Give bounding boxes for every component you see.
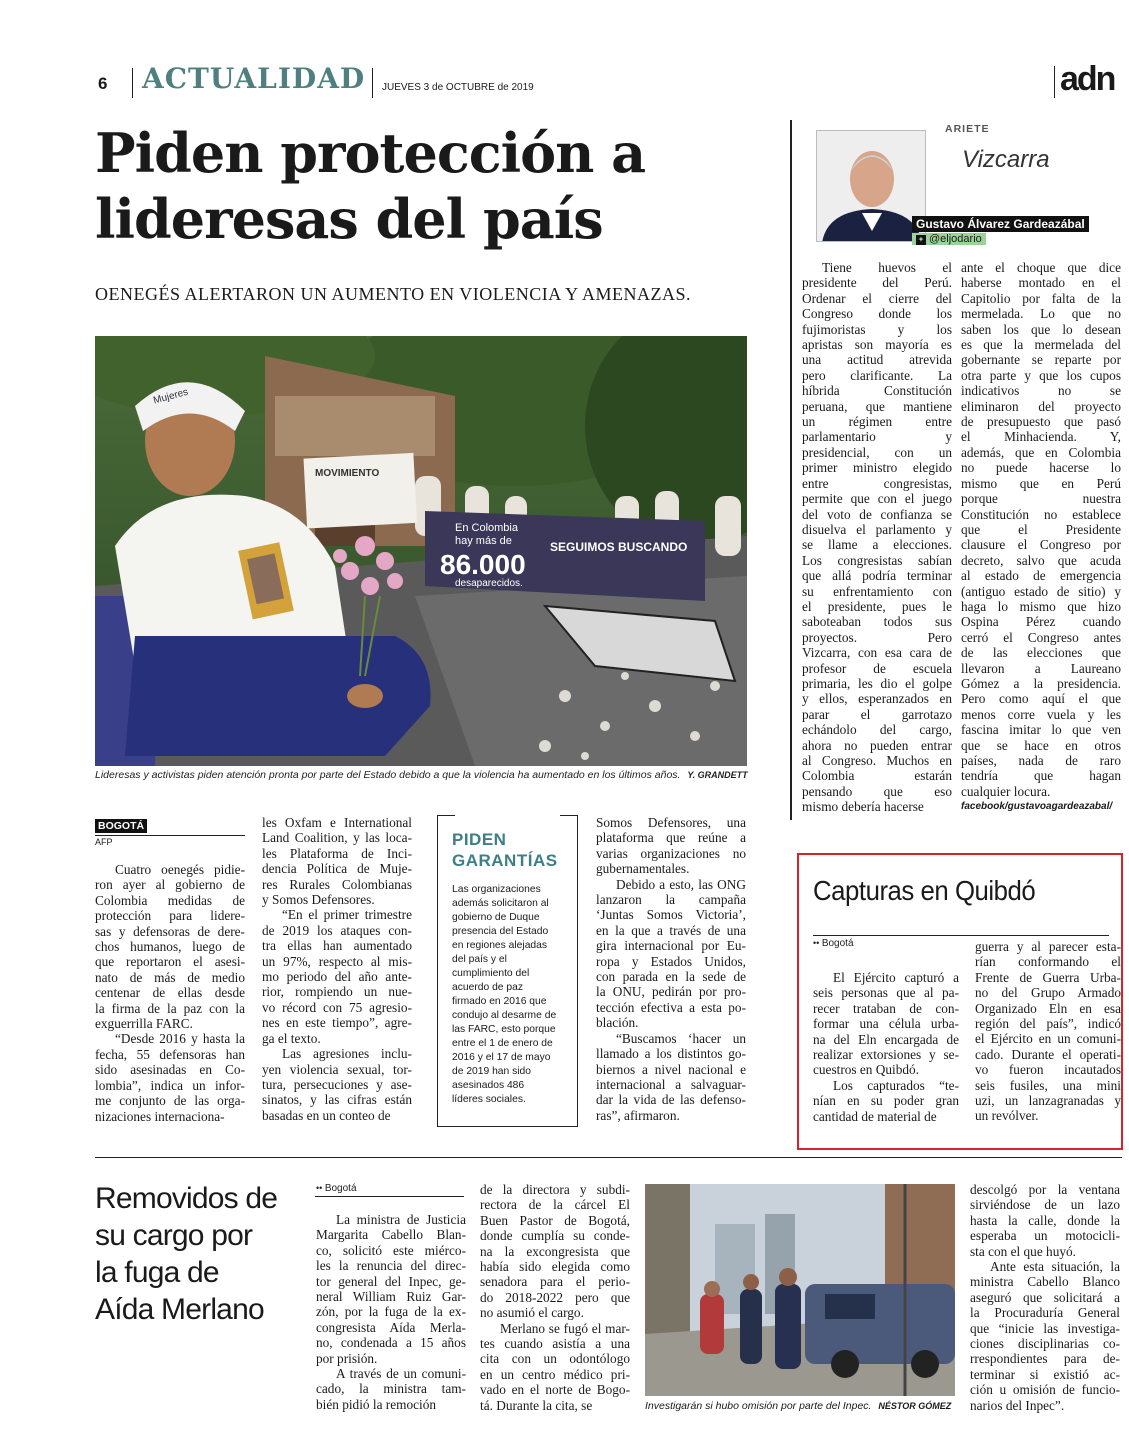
lead-photo bbox=[95, 336, 747, 766]
text-line: llevaron a Laureano bbox=[961, 660, 1121, 676]
text-line: El Ejército capturó a bbox=[833, 970, 959, 985]
text-line: primer ministro elegido bbox=[802, 460, 952, 476]
text-line: vo fueron incautados bbox=[975, 1062, 1121, 1078]
sidebar-line: presencia del Estado bbox=[452, 926, 549, 937]
merlano-location: •• Bogotá bbox=[316, 1183, 357, 1194]
text-line: gira internacional por Eu- bbox=[596, 938, 746, 954]
text-line: mo periodo del año ante- bbox=[262, 969, 412, 985]
text-line: do 2018-2022 pero que bbox=[480, 1289, 630, 1305]
text-line: países, nada de raro bbox=[961, 753, 1121, 768]
banner-line-3: desaparecidos. bbox=[455, 578, 523, 589]
text-line: Congreso donde los bbox=[802, 306, 952, 322]
headline-line-2: lideresas del país bbox=[95, 187, 603, 251]
merlano-headline-line: la fuga de bbox=[95, 1256, 219, 1289]
text-line: llamado a los distintos go- bbox=[596, 1046, 746, 1062]
sidebar-line: asesinados 486 bbox=[452, 1080, 525, 1091]
lead-photo-caption: Lideresas y activistas piden atención pronta por parte del Estado debido a que la violencia ha aumentado en los últimos años. Y. GRANDETT bbox=[95, 769, 748, 781]
text-line: Ospina Pérez cuando bbox=[961, 614, 1121, 630]
text-line: formar una célula urba- bbox=[813, 1016, 959, 1032]
text-line: que reportaron el asesi- bbox=[95, 954, 245, 970]
text-line: basadas en un conteo de bbox=[262, 1107, 391, 1123]
text-line: Pero como aquí el que bbox=[961, 691, 1121, 707]
text-line: (antiguo estado de sitio) y bbox=[961, 583, 1121, 599]
text-line: al Congreso. Muchos en bbox=[802, 753, 952, 768]
section-label: ACTUALIDAD bbox=[142, 62, 366, 95]
text-line: pero clarificante. La bbox=[802, 367, 952, 383]
text-line: aseguró que solicitará a bbox=[970, 1289, 1120, 1305]
text-line: Colombia estarán bbox=[802, 768, 952, 784]
text-line: realizar extorsiones y se- bbox=[813, 1047, 959, 1063]
page-header bbox=[0, 58, 1129, 108]
text-line: el presidente, pues le bbox=[802, 598, 952, 614]
text-line: guerra y al parecer esta- bbox=[975, 939, 1121, 954]
text-line: Ante esta situación, la bbox=[990, 1259, 1120, 1275]
text-line: nían en su poder gran bbox=[813, 1093, 959, 1109]
merlano-headline-line: Aída Merlano bbox=[95, 1293, 264, 1326]
text-line: dencia Política de Muje- bbox=[262, 861, 412, 877]
merlano-headline-line: Removidos de bbox=[95, 1182, 278, 1215]
text-line: ahora no pueden entrar bbox=[802, 737, 952, 753]
text-line: neral William Ruiz Gar- bbox=[316, 1289, 466, 1305]
text-line: menos corre vuela y les bbox=[961, 706, 1121, 722]
text-line: decreto, salvo que acuda bbox=[961, 552, 1121, 568]
adn-logo: adn bbox=[1060, 60, 1115, 98]
sidebar-line: además solicitaron al bbox=[452, 898, 549, 909]
text-line: de presupuesto que pasó bbox=[961, 414, 1121, 430]
text-line: gobernante se reparte por bbox=[961, 352, 1121, 368]
cap-text: Mujeres bbox=[152, 386, 190, 407]
lead-subtitle: OENEGÉS ALERTARON UN AUMENTO EN VIOLENCIA Y AMENAZAS. bbox=[95, 284, 691, 304]
text-line: cerró el Congreso antes bbox=[961, 629, 1121, 645]
text-line: Ordenar el cierre del bbox=[802, 290, 952, 306]
columnist-photo bbox=[816, 130, 926, 242]
lead-body-col-1 bbox=[95, 862, 245, 1124]
text-line: la Procuraduría General bbox=[970, 1305, 1120, 1321]
text-line: mismo que en Perú bbox=[961, 475, 1121, 491]
text-line: Frente de Guerra Urba- bbox=[975, 969, 1121, 985]
text-line: sirviéndose de un lazo bbox=[970, 1197, 1120, 1213]
text-line: mismo debería hacerse bbox=[802, 799, 924, 815]
text-line: dar la vida de las defenso- bbox=[596, 1092, 746, 1108]
text-line: sas y defensoras de dere- bbox=[95, 923, 245, 939]
text-line: eliminaron del proyecto bbox=[961, 398, 1121, 414]
dateline-agency: AFP bbox=[95, 835, 245, 847]
text-line: na del Eln encargada de bbox=[813, 1031, 959, 1047]
banner-right-text: SEGUIMOS BUSCANDO bbox=[550, 540, 688, 554]
column-footer[interactable]: facebook/gustavoagardeazabal/ bbox=[961, 801, 1113, 812]
headline-line-1: Piden protección a bbox=[95, 121, 646, 185]
text-line: Merlano se fugó el mar- bbox=[500, 1320, 630, 1336]
text-line: ras”, afirmaron. bbox=[596, 1107, 680, 1123]
text-line: Constitución no establece bbox=[961, 506, 1121, 522]
text-line: Colombia medidas de bbox=[95, 892, 245, 908]
capturas-location: •• Bogotá bbox=[813, 938, 854, 949]
text-line: permite que con el juego bbox=[802, 491, 952, 507]
column-title: Vizcarra bbox=[962, 146, 1050, 173]
text-line: ante el choque que dice bbox=[961, 260, 1121, 275]
text-line: Cuatro oenegés pidie- bbox=[115, 862, 245, 877]
text-line: que “inicie las investiga- bbox=[970, 1320, 1120, 1336]
text-line: con parada en la sede de bbox=[596, 969, 746, 985]
text-line: tor general del Inpec, ge- bbox=[316, 1273, 466, 1289]
text-line: seis fusiles, una mini bbox=[975, 1077, 1121, 1093]
columnist-handle[interactable]: ✦ @eljodario bbox=[912, 233, 986, 245]
text-line: Los capturados “te- bbox=[833, 1077, 959, 1093]
lead-headline bbox=[95, 120, 775, 252]
text-line: híbrida Constitución bbox=[802, 383, 952, 399]
text-line: vado en el norte de Bogo- bbox=[480, 1382, 630, 1398]
text-line: lanzaron la campaña bbox=[596, 892, 746, 908]
text-line: plataforma que reúne a bbox=[596, 830, 746, 846]
text-line: les Plataforma de Inci- bbox=[262, 845, 412, 861]
text-line: parlamentario y bbox=[802, 429, 952, 445]
text-line: “Desde 2016 y hasta la bbox=[115, 1031, 245, 1047]
text-line: además, que en Colombia bbox=[961, 444, 1121, 460]
text-line: clausure el Congreso por bbox=[961, 537, 1121, 553]
text-line: se llame a elecciones. bbox=[802, 537, 952, 553]
text-line: haberse montado en el bbox=[961, 275, 1121, 291]
column-body-col-1 bbox=[802, 260, 952, 815]
merlano-photo-credit: NÉSTOR GÓMEZ bbox=[878, 1401, 952, 1411]
text-line: tección efectiva a esta po- bbox=[596, 999, 746, 1015]
text-line: echándolo del cargo, bbox=[802, 722, 952, 738]
text-line: tra ellas han aumentado bbox=[262, 938, 412, 954]
sidebar-text bbox=[452, 883, 577, 1107]
text-line: peruana, que mantiene bbox=[802, 398, 952, 414]
text-line: Margarita Cabello Blan- bbox=[316, 1227, 466, 1243]
text-line: de las elecciones que bbox=[961, 645, 1121, 661]
text-line: donde cumplía su conde- bbox=[480, 1228, 630, 1244]
text-line: cado, la ministra tam- bbox=[316, 1381, 466, 1397]
text-line: ga el texto. bbox=[262, 1030, 321, 1046]
banner-number: 86.000 bbox=[440, 549, 526, 580]
shirt-sign-text: MOVIMIENTO bbox=[315, 468, 380, 479]
column-kicker: ARIETE bbox=[945, 123, 990, 135]
merlano-col-1 bbox=[316, 1212, 466, 1412]
text-line: había sido elegida como bbox=[480, 1259, 630, 1275]
text-line: haga lo mismo que hizo bbox=[961, 598, 1121, 614]
text-line: seis personas que al pa- bbox=[813, 985, 959, 1001]
sidebar-line: 2016 y el 17 de mayo bbox=[452, 1052, 551, 1063]
text-line: Somos Defensores, una bbox=[596, 815, 746, 830]
twitter-icon: ✦ bbox=[917, 235, 925, 244]
text-line: no, condenada a 15 años bbox=[316, 1335, 466, 1351]
text-line: Las agresiones inclu- bbox=[282, 1046, 412, 1062]
banner-line-2: hay más de bbox=[455, 535, 512, 547]
capturas-box bbox=[797, 853, 1123, 1150]
sidebar-box bbox=[437, 815, 578, 1127]
text-line: ministra Cabello Blanco bbox=[970, 1274, 1120, 1290]
text-line: lombia”, indica un infor- bbox=[95, 1077, 245, 1093]
text-line: biernos a nivel nacional e bbox=[596, 1061, 746, 1077]
text-line: en un centro médico pri- bbox=[480, 1366, 630, 1382]
text-line: profesor de escuela bbox=[802, 660, 952, 676]
lead-body-col-2 bbox=[262, 815, 412, 1123]
text-line: me conjunto de las orga- bbox=[95, 1093, 245, 1109]
text-line: fascina imitar lo que ven bbox=[961, 722, 1121, 738]
text-line: bién pidió la remoción bbox=[316, 1396, 437, 1412]
text-line: el Ejército en un comuni- bbox=[975, 1031, 1121, 1047]
merlano-col-3 bbox=[970, 1182, 1120, 1413]
text-line: “En el primer trimestre bbox=[282, 907, 412, 923]
text-line: un 97%, respecto al mis- bbox=[262, 953, 412, 969]
text-line: gubernamentales. bbox=[596, 861, 690, 877]
text-line: exguerrilla FARC. bbox=[95, 1016, 193, 1032]
text-line: A través de un comuni- bbox=[336, 1366, 466, 1382]
columnist-name: Gustavo Álvarez Gardeazábal bbox=[912, 216, 1089, 232]
text-line: Buen Pastor de Bogotá, bbox=[480, 1212, 630, 1228]
text-line: yen violencia sexual, tor- bbox=[262, 1061, 412, 1077]
sidebar-line: de 2019 han sido bbox=[452, 1066, 532, 1077]
text-line: tes cuando asistía a una bbox=[480, 1336, 630, 1352]
sidebar-line: líderes sociales. bbox=[452, 1094, 526, 1105]
text-line: protección para lidere- bbox=[95, 908, 245, 924]
text-line: que se hace en otros bbox=[961, 737, 1121, 753]
text-line: presidente del Perú. bbox=[802, 275, 952, 291]
text-line: proyectos. Pero bbox=[802, 629, 952, 645]
text-line: les Oxfam e International bbox=[262, 815, 412, 830]
text-line: Los congresistas sabían bbox=[802, 552, 952, 568]
issue-date: JUEVES 3 de OCTUBRE de 2019 bbox=[382, 82, 534, 93]
text-line: esperaba un motocicli- bbox=[970, 1228, 1120, 1244]
text-line: res Rurales Colombianas bbox=[262, 876, 412, 892]
sidebar-line: cumplimiento del bbox=[452, 968, 530, 979]
text-line: otra parte y que los cupos bbox=[961, 367, 1121, 383]
text-line: un revólver. bbox=[975, 1108, 1039, 1124]
text-line: fujimoristas y los bbox=[802, 321, 952, 337]
text-line: recer trataban de con- bbox=[813, 1000, 959, 1016]
opinion-column bbox=[800, 118, 1122, 838]
text-line: ron ayer al gobierno de bbox=[95, 877, 245, 893]
sidebar-line: Las organizaciones bbox=[452, 884, 541, 895]
text-line: que allá podría terminar bbox=[802, 568, 952, 584]
text-line: Organizado Eln en esa bbox=[975, 1000, 1121, 1016]
sidebar-title: PIDEN GARANTÍAS bbox=[452, 830, 558, 870]
text-line: primaria, les dio el golpe bbox=[802, 675, 952, 691]
text-line: vo récord con 75 agresio- bbox=[262, 999, 412, 1015]
text-line: congresista Aída Merla- bbox=[316, 1319, 466, 1335]
text-line: Vizcarra, con esa cara de bbox=[802, 645, 952, 661]
text-line: narios del Inpec”. bbox=[970, 1397, 1065, 1413]
text-line: y ellos, esperanzados en bbox=[802, 691, 952, 707]
text-line: presidencial, con un bbox=[802, 444, 952, 460]
banner-line-1: En Colombia bbox=[455, 522, 518, 534]
text-line: que el Presidente bbox=[961, 521, 1121, 537]
text-line: Tiene huevos el bbox=[822, 260, 952, 275]
text-line: no del Grupo Armado bbox=[975, 985, 1121, 1001]
text-line: nizaciones internaciona- bbox=[95, 1108, 225, 1124]
text-line: región del país”, indicó bbox=[975, 1016, 1121, 1032]
text-line: ropa y Estados Unidos, bbox=[596, 953, 746, 969]
text-line: ‘Juntas Somos Victoria’, bbox=[596, 907, 746, 923]
text-line: nes en este tiempo”, agre- bbox=[262, 1015, 412, 1031]
protest-photo-illustration bbox=[95, 336, 747, 766]
sidebar-line: entre el 1 de enero de bbox=[452, 1038, 553, 1049]
text-line: Gómez a la presidencia. bbox=[961, 675, 1121, 691]
merlano-photo bbox=[645, 1184, 955, 1396]
text-line: porque nuestra bbox=[961, 491, 1121, 507]
text-line: no asumió el cargo. bbox=[480, 1305, 584, 1321]
sidebar-line: firmado en 2016 que bbox=[452, 996, 547, 1007]
text-line: senadora para el perio- bbox=[480, 1274, 630, 1290]
text-line: sinatos, y las cifras están bbox=[262, 1092, 412, 1108]
text-line: tendría que hagan bbox=[961, 768, 1121, 784]
text-line: internacional a salvaguar- bbox=[596, 1076, 746, 1092]
text-line: cita con un odontólogo bbox=[480, 1351, 630, 1367]
text-line: terminar si existió ac- bbox=[970, 1366, 1120, 1382]
text-line: es que la mermelada del bbox=[961, 337, 1121, 353]
text-line: ciones disciplinarias co- bbox=[970, 1336, 1120, 1352]
text-line: rrespondientes para de- bbox=[970, 1351, 1120, 1367]
text-line: una actitud atrevida bbox=[802, 352, 952, 368]
text-line: un régimen entre bbox=[802, 414, 952, 430]
sidebar-line: en regiones alejadas bbox=[452, 940, 548, 951]
text-line: descolgó por la ventana bbox=[970, 1182, 1120, 1197]
text-line: saben los que lo desean bbox=[961, 321, 1121, 337]
text-line: sta con el que huyó. bbox=[970, 1243, 1076, 1259]
text-line: cuestros en Quibdó. bbox=[813, 1062, 919, 1078]
text-line: saboteaban todos sus bbox=[802, 614, 952, 630]
text-line: centenar de ellas desde bbox=[95, 985, 245, 1001]
merlano-photo-caption: Investigarán si hubo omisión por parte del Inpec. NÉSTOR GÓMEZ bbox=[645, 1400, 952, 1412]
text-line: por prisión. bbox=[316, 1350, 378, 1366]
merlano-col-2 bbox=[480, 1182, 630, 1413]
column-body-col-2 bbox=[961, 260, 1121, 799]
sidebar-line: condujo al desarme de bbox=[452, 1010, 557, 1021]
text-line: varias organizaciones no bbox=[596, 845, 746, 861]
capturas-col-1 bbox=[813, 970, 959, 1124]
sidebar-line: gobierno de Duque bbox=[452, 912, 540, 923]
sidebar-line: las FARC, esto porque bbox=[452, 1024, 556, 1035]
street-photo-illustration bbox=[645, 1184, 955, 1396]
text-line: indicativos no se bbox=[961, 383, 1121, 399]
text-line: cantidad de material de bbox=[813, 1108, 937, 1124]
text-line: de la directora y subdi- bbox=[480, 1182, 630, 1197]
text-line: co, solicitó este miérco- bbox=[316, 1242, 466, 1258]
text-line: tura, persecuciones y ase- bbox=[262, 1076, 412, 1092]
text-line: al estado de emergencia bbox=[961, 568, 1121, 584]
lead-body-col-4 bbox=[596, 815, 746, 1123]
dateline-location: BOGOTÁ bbox=[95, 819, 147, 833]
text-line: Capitolio por falta de la bbox=[961, 290, 1121, 306]
text-line: entre congresistas, bbox=[802, 475, 952, 491]
text-line: uzi, un lanzagranadas y bbox=[975, 1093, 1121, 1109]
text-line: disuelva el parlamento y bbox=[802, 521, 952, 537]
text-line: apristas son mayoría es bbox=[802, 337, 952, 353]
text-line: cado. Durante el operati- bbox=[975, 1046, 1121, 1062]
text-line: la ONU, pedirán por pro- bbox=[596, 984, 746, 1000]
text-line: pensando que eso bbox=[802, 783, 952, 799]
text-line: ción u omisión de funcio- bbox=[970, 1382, 1120, 1398]
text-line: del voto de confianza se bbox=[802, 506, 952, 522]
text-line: su enfrentamiento con bbox=[802, 583, 952, 599]
text-line: zón, por la fuga de la ex- bbox=[316, 1304, 466, 1320]
text-line: les la renuncia del direc- bbox=[316, 1258, 466, 1274]
text-line: no puede hacerse lo bbox=[961, 460, 1121, 476]
text-line: en la que a través de una bbox=[596, 922, 746, 938]
merlano-headline-line: su cargo por bbox=[95, 1219, 253, 1252]
capturas-title: Capturas en Quibdó bbox=[813, 875, 1036, 906]
text-line: y Somos Defensores. bbox=[262, 892, 375, 908]
page-number: 6 bbox=[98, 74, 108, 93]
text-line: chos humanos, luego de bbox=[95, 939, 245, 955]
text-line: rectora de la cárcel El bbox=[480, 1197, 630, 1213]
text-line: La ministra de Justicia bbox=[336, 1212, 466, 1227]
sidebar-line: acuerdo de paz bbox=[452, 982, 523, 993]
sidebar-line: del país y el bbox=[452, 954, 507, 965]
text-line: la firma de la paz con la bbox=[95, 1000, 245, 1016]
text-line: nato de más de medio bbox=[95, 969, 245, 985]
columnist-portrait bbox=[817, 131, 926, 242]
text-line: rían conformando el bbox=[975, 954, 1121, 970]
capturas-col-2 bbox=[975, 939, 1121, 1124]
text-line: na la excongresista que bbox=[480, 1243, 630, 1259]
text-line: tá. Durante la cita, se bbox=[480, 1397, 593, 1413]
dateline bbox=[95, 816, 245, 847]
text-line: el Minhacienda. Y, bbox=[961, 429, 1121, 445]
text-line: mermelada. Lo que no bbox=[961, 306, 1121, 322]
text-line: rior, rompiendo un nue- bbox=[262, 984, 412, 1000]
text-line: Land Coalition, y las loca- bbox=[262, 830, 412, 846]
text-line: “Buscamos ‘hacer un bbox=[616, 1030, 746, 1046]
text-line: de 2019 los ataques con- bbox=[262, 922, 412, 938]
text-line: Debido a esto, las ONG bbox=[616, 876, 746, 892]
text-line: hasta la calle, donde la bbox=[970, 1212, 1120, 1228]
merlano-headline bbox=[95, 1180, 295, 1328]
text-line: cualquier locura. bbox=[961, 783, 1051, 799]
lead-photo-credit: Y. GRANDETT bbox=[687, 770, 748, 780]
text-line: parar el garrotazo bbox=[802, 706, 952, 722]
text-line: blación. bbox=[596, 1015, 639, 1031]
text-line: fecha, 55 defensoras han bbox=[95, 1046, 245, 1062]
text-line: sido asesinadas en Co- bbox=[95, 1062, 245, 1078]
